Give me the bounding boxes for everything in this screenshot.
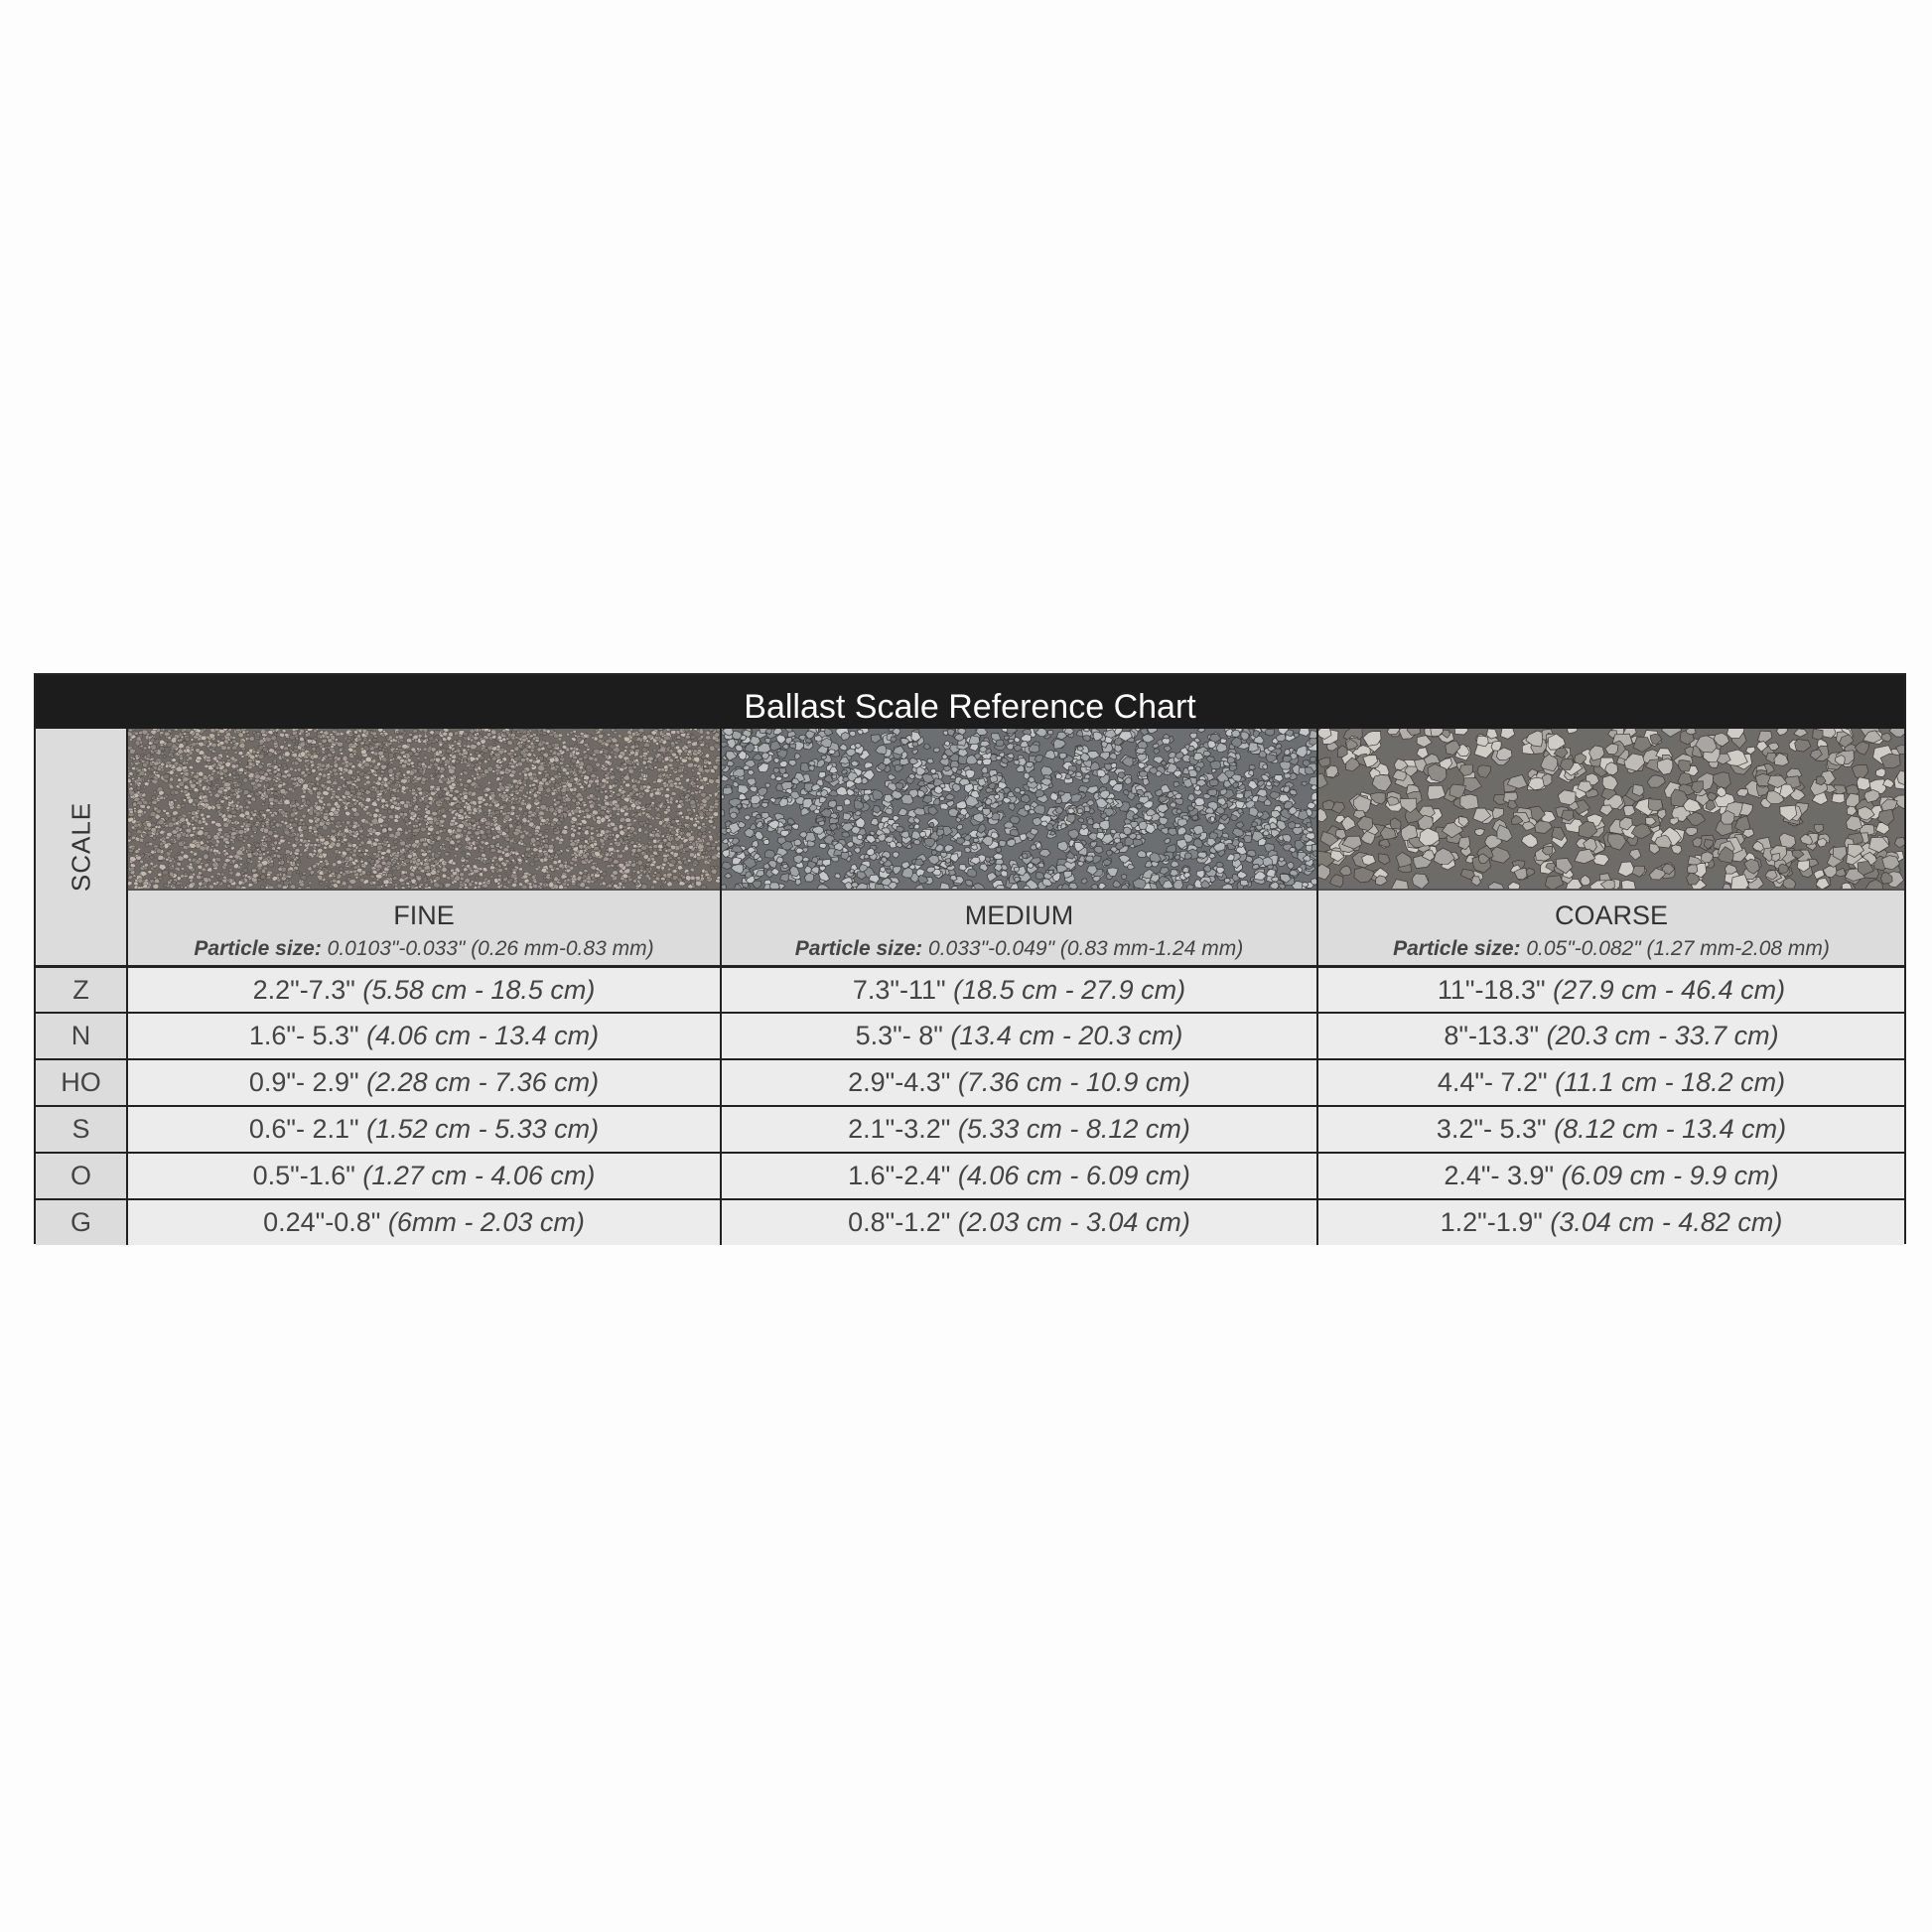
size-cm: (4.06 cm - 6.09 cm) [957, 1161, 1190, 1190]
scale-cell: N [36, 1014, 128, 1058]
size-cell [1318, 1154, 1904, 1198]
table-row [36, 965, 1904, 1012]
scale-cell: S [36, 1107, 128, 1152]
size-inches: 0.5"-1.6" [252, 1161, 355, 1190]
particle-size [128, 937, 720, 961]
particle-size-value: 0.05"-0.082" (1.27 mm-2.08 mm) [1526, 937, 1830, 960]
size-inches: 2.1"-3.2" [848, 1114, 951, 1144]
particle-size-label: Particle size: [194, 937, 322, 960]
size-cell [722, 1107, 1318, 1152]
size-inches: 1.6"- 5.3" [248, 1021, 359, 1050]
size-cm: (20.3 cm - 33.7 cm) [1546, 1021, 1779, 1050]
scale-column-header [36, 729, 128, 965]
particle-size-label: Particle size: [1393, 937, 1521, 960]
size-inches: 1.2"-1.9" [1440, 1207, 1543, 1237]
size-inches: 3.2"- 5.3" [1436, 1114, 1547, 1144]
grade-name: MEDIUM [964, 900, 1074, 930]
size-inches: 0.24"-0.8" [263, 1207, 381, 1237]
size-inches: 2.2"-7.3" [252, 975, 355, 1005]
size-inches: 7.3"-11" [852, 975, 946, 1005]
size-cell [128, 1200, 722, 1245]
size-inches: 8"-13.3" [1444, 1021, 1540, 1050]
particle-size-value: 0.0103"-0.033" (0.26 mm-0.83 mm) [327, 937, 654, 960]
size-cm: (6mm - 2.03 cm) [387, 1207, 585, 1237]
grade-name: COARSE [1554, 900, 1669, 930]
size-cm: (18.5 cm - 27.9 cm) [953, 975, 1186, 1005]
particle-size-label: Particle size: [794, 937, 923, 960]
size-cm: (5.58 cm - 18.5 cm) [362, 975, 596, 1005]
grade-column-medium [722, 729, 1318, 965]
size-cell [1318, 1014, 1904, 1058]
chart-title: Ballast Scale Reference Chart [36, 675, 1904, 729]
size-inches: 4.4"- 7.2" [1437, 1067, 1548, 1097]
size-cell [128, 968, 722, 1012]
scale-cell: HO [36, 1060, 128, 1105]
scale-cell: O [36, 1154, 128, 1198]
size-cm: (27.9 cm - 46.4 cm) [1553, 975, 1786, 1005]
size-inches: 11"-18.3" [1437, 975, 1546, 1005]
size-cm: (5.33 cm - 8.12 cm) [957, 1114, 1190, 1144]
gravel-swatch-fine [128, 729, 720, 889]
size-cm: (2.03 cm - 3.04 cm) [957, 1207, 1190, 1237]
size-inches: 2.4"- 3.9" [1444, 1161, 1555, 1190]
gravel-swatch-medium [722, 729, 1316, 889]
particle-size [1318, 937, 1904, 961]
size-cell [1318, 1107, 1904, 1152]
size-inches: 0.8"-1.2" [848, 1207, 951, 1237]
size-cell [128, 1107, 722, 1152]
grade-name: FINE [393, 900, 455, 930]
grade-label-box [722, 889, 1316, 965]
size-cm: (13.4 cm - 20.3 cm) [950, 1021, 1183, 1050]
size-inches: 1.6"-2.4" [848, 1161, 951, 1190]
gravel-swatch-coarse [1318, 729, 1904, 889]
size-cm: (2.28 cm - 7.36 cm) [366, 1067, 600, 1097]
table-row [36, 1105, 1904, 1152]
table-row [36, 1058, 1904, 1105]
grade-label-box [1318, 889, 1904, 965]
size-cell [128, 1014, 722, 1058]
scale-header-label: SCALE [66, 801, 95, 893]
size-cm: (11.1 cm - 18.2 cm) [1555, 1067, 1786, 1097]
size-cm: (1.52 cm - 5.33 cm) [366, 1114, 600, 1144]
size-cm: (4.06 cm - 13.4 cm) [366, 1021, 600, 1050]
size-cell [1318, 1200, 1904, 1245]
table-row [36, 1012, 1904, 1058]
size-cm: (8.12 cm - 13.4 cm) [1554, 1114, 1787, 1144]
table-row [36, 1152, 1904, 1198]
particle-size [722, 937, 1316, 961]
scale-cell: G [36, 1200, 128, 1245]
size-inches: 0.9"- 2.9" [248, 1067, 359, 1097]
grade-column-coarse [1318, 729, 1904, 965]
size-cm: (6.09 cm - 9.9 cm) [1561, 1161, 1779, 1190]
scale-cell: Z [36, 968, 128, 1012]
particle-size-value: 0.033"-0.049" (0.83 mm-1.24 mm) [928, 937, 1244, 960]
size-cm: (3.04 cm - 4.82 cm) [1550, 1207, 1783, 1237]
grade-label-box [128, 889, 720, 965]
size-inches: 2.9"-4.3" [848, 1067, 951, 1097]
size-cell [128, 1060, 722, 1105]
size-cell [722, 1200, 1318, 1245]
ballast-reference-chart [34, 673, 1906, 1244]
size-cell [722, 1154, 1318, 1198]
size-cell [1318, 1060, 1904, 1105]
size-inches: 5.3"- 8" [855, 1021, 943, 1050]
size-cell [128, 1154, 722, 1198]
size-cm: (1.27 cm - 4.06 cm) [362, 1161, 596, 1190]
table-row [36, 1198, 1904, 1245]
size-cell [722, 968, 1318, 1012]
size-cm: (7.36 cm - 10.9 cm) [957, 1067, 1190, 1097]
size-cell [722, 1060, 1318, 1105]
size-cell [722, 1014, 1318, 1058]
size-cell [1318, 968, 1904, 1012]
size-inches: 0.6"- 2.1" [248, 1114, 359, 1144]
grade-column-fine [128, 729, 722, 965]
